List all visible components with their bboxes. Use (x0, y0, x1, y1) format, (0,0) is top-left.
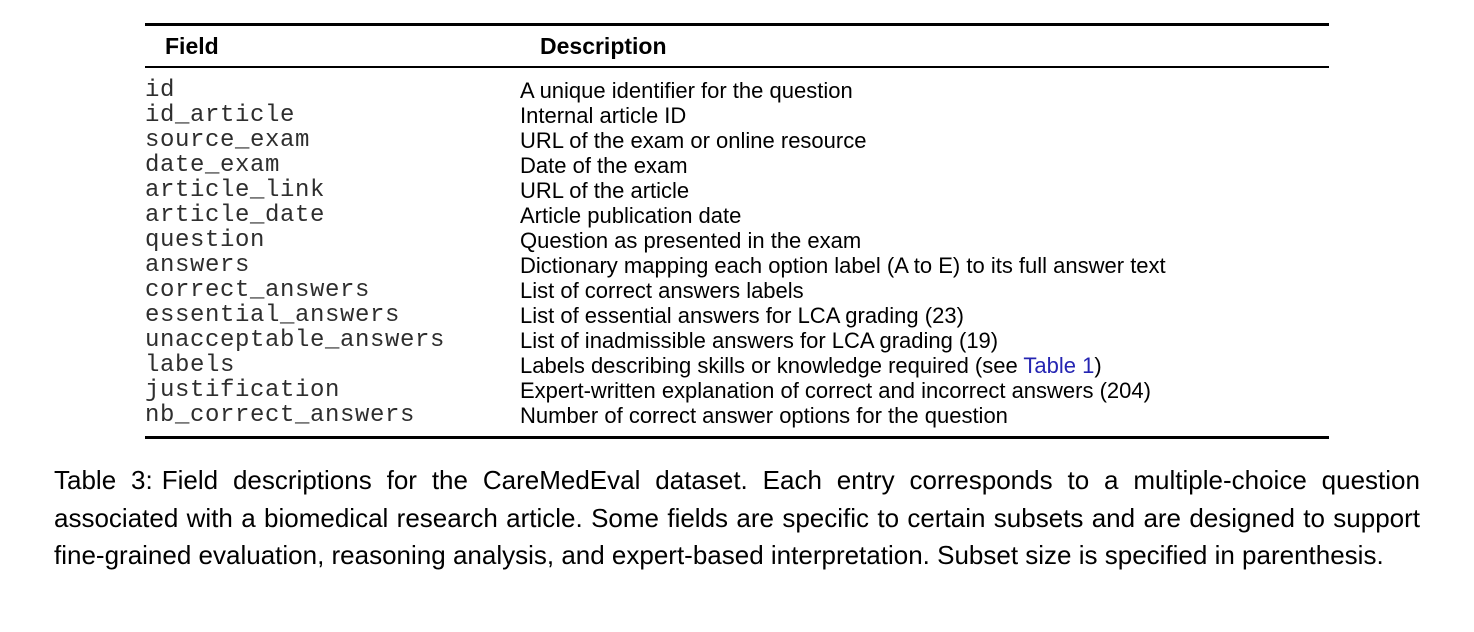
table-row (145, 228, 1329, 253)
field-description: Date of the exam (520, 153, 688, 178)
table-1-reference-link[interactable]: Table 1 (1023, 353, 1095, 378)
caption-label: Table 3: (54, 465, 153, 495)
table-row (145, 378, 1329, 403)
table-row (145, 67, 1329, 103)
field-description: Labels describing skills or knowledge required (see Table 1) (520, 353, 1102, 378)
field-description: Dictionary mapping each option label (A to E) to its full answer text (520, 253, 1166, 278)
field-description: URL of the article (520, 178, 690, 203)
table-row (145, 303, 1329, 328)
field-name: date_exam (145, 152, 281, 179)
field-description: List of inadmissible answers for LCA grading (19) (520, 328, 999, 353)
field-name: essential_answers (145, 302, 401, 329)
field-descriptions-table (145, 23, 1329, 439)
column-header-field: Field (145, 25, 520, 68)
field-description: List of essential answers for LCA grading (23) (520, 303, 964, 328)
table-row (145, 403, 1329, 438)
table-row (145, 178, 1329, 203)
field-description: Article publication date (520, 203, 742, 228)
field-name: id (145, 77, 176, 104)
field-name: source_exam (145, 127, 311, 154)
table-header-row (145, 25, 1329, 68)
table-row (145, 328, 1329, 353)
table-row (145, 353, 1329, 378)
field-name: labels (145, 352, 236, 379)
field-name: correct_answers (145, 277, 371, 304)
field-name: id_article (145, 102, 296, 129)
field-name: nb_correct_answers (145, 402, 416, 429)
field-description: Number of correct answer options for the question (520, 403, 1008, 428)
field-name: justification (145, 377, 341, 404)
field-name: question (145, 227, 266, 254)
field-description: Question as presented in the exam (520, 228, 862, 253)
field-description: A unique identifier for the question (520, 78, 853, 103)
column-header-description: Description (520, 25, 1329, 68)
field-name: article_date (145, 202, 326, 229)
field-name: article_link (145, 177, 326, 204)
table-row (145, 103, 1329, 128)
table-row (145, 278, 1329, 303)
table-row (145, 203, 1329, 228)
table-row (145, 253, 1329, 278)
table-row (145, 128, 1329, 153)
field-description: URL of the exam or online resource (520, 128, 867, 153)
table-row (145, 153, 1329, 178)
caption-text: Field descriptions for the CareMedEval dataset. Each entry corresponds to a multiple-choice question associated with a biomedical research article. Some fields are specific to certain subsets and are designed to support fine-grained evaluation, reasoning analysis, and expert-based interpretation. Subset size is specified in parenthesis. (54, 465, 1420, 570)
field-description: List of correct answers labels (520, 278, 804, 303)
table-caption (54, 462, 1420, 575)
field-name: answers (145, 252, 251, 279)
field-description: Internal article ID (520, 103, 687, 128)
field-name: unacceptable_answers (145, 327, 446, 354)
field-description: Expert-written explanation of correct and incorrect answers (204) (520, 378, 1151, 403)
